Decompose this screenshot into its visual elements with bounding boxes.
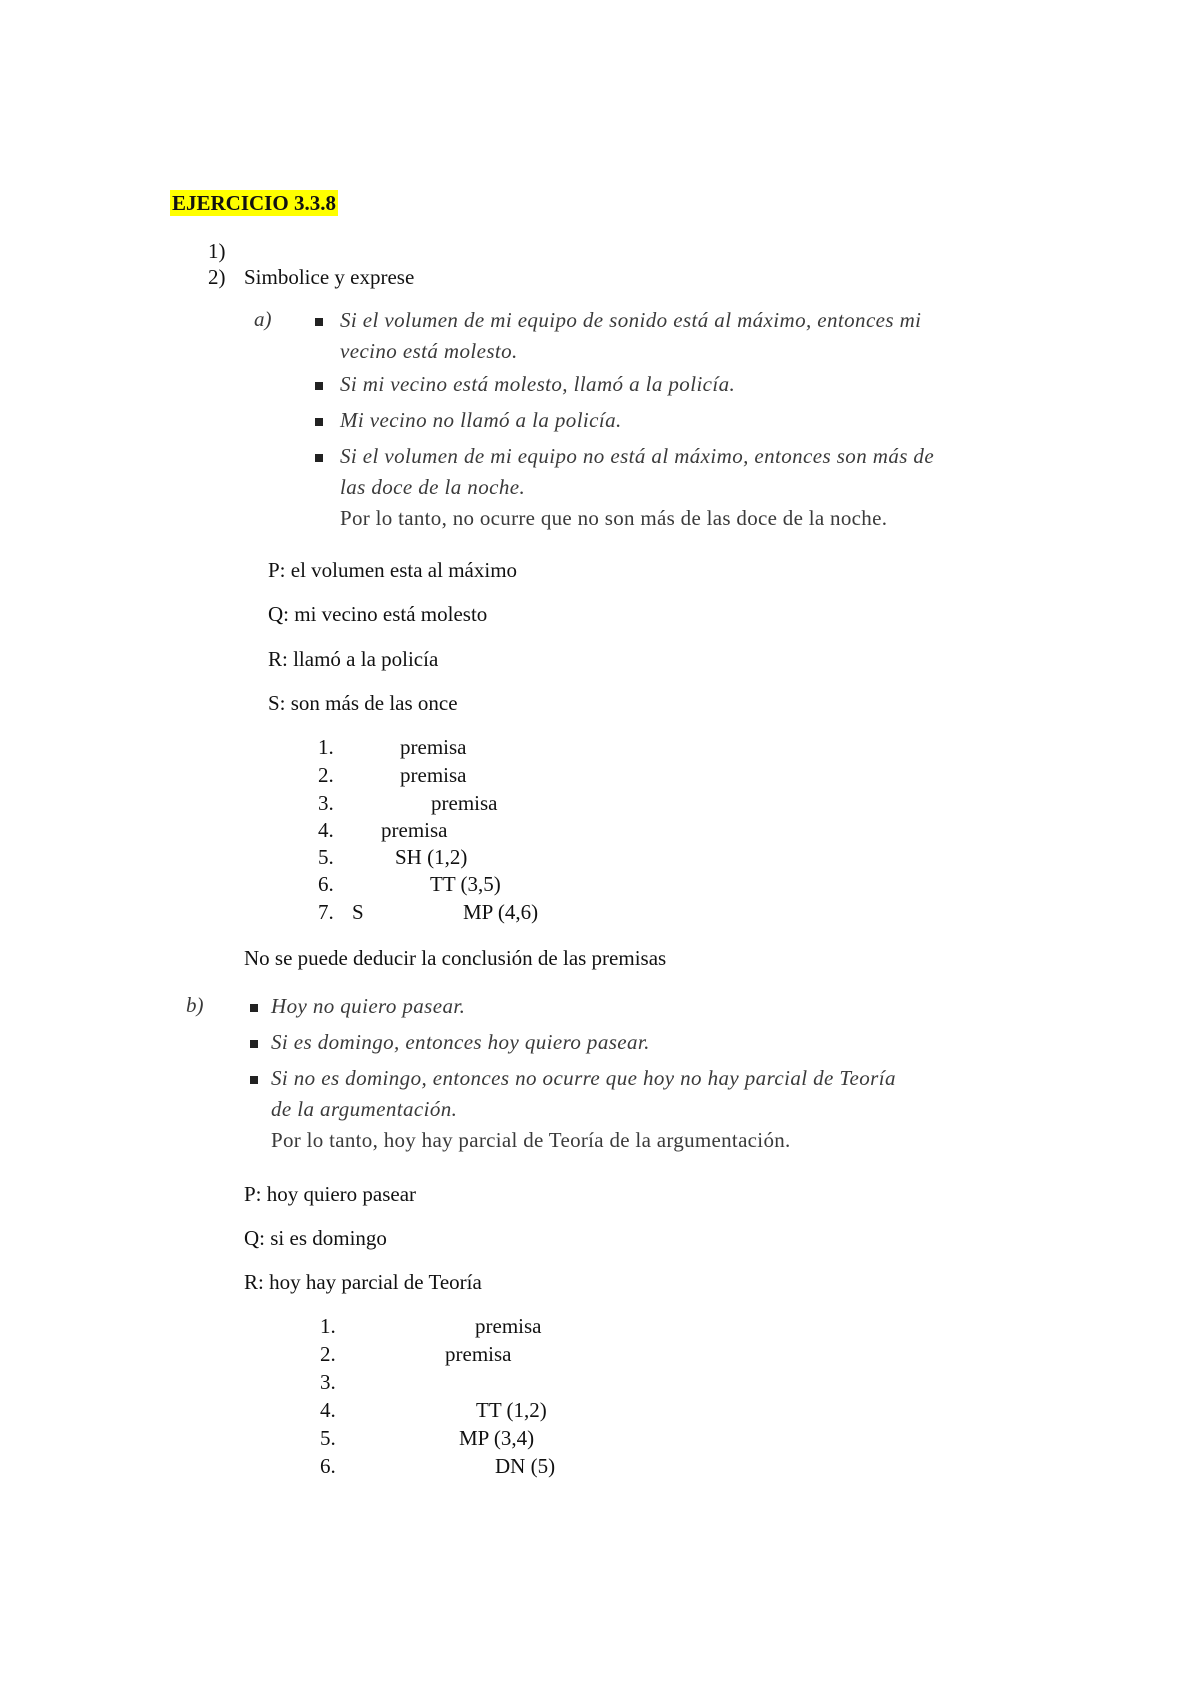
part-a-statement-4-line-2: las doce de la noche. xyxy=(340,475,526,499)
part-a-step-justification: premisa xyxy=(400,763,467,787)
bullet-icon xyxy=(250,1004,258,1012)
part-b-label: b) xyxy=(186,993,204,1017)
part-b-step-justification: MP (3,4) xyxy=(459,1426,535,1450)
part-b-step-number: 3. xyxy=(320,1370,336,1394)
bullet-icon xyxy=(250,1076,258,1084)
part-a-statement-1-line-2: vecino está molesto. xyxy=(340,339,518,363)
part-b-statement-3-line-2: de la argumentación. xyxy=(271,1097,458,1121)
part-b-symbol-q: Q: si es domingo xyxy=(244,1226,387,1250)
part-a-step-number: 6. xyxy=(318,872,334,896)
part-b-symbol-p: P: hoy quiero pasear xyxy=(244,1182,417,1206)
part-b-step-justification: TT (1,2) xyxy=(476,1398,547,1422)
part-a-symbol-p: P: el volumen esta al máximo xyxy=(268,558,518,582)
part-a-step-expression: S xyxy=(352,900,364,924)
part-b-statement-1: Hoy no quiero pasear. xyxy=(271,994,466,1018)
item-1-number: 1) xyxy=(208,239,226,263)
part-b-step-number: 1. xyxy=(320,1314,336,1338)
bullet-icon xyxy=(315,418,323,426)
part-b-symbol-r: R: hoy hay parcial de Teoría xyxy=(244,1270,482,1294)
part-b-conclusion: Por lo tanto, hoy hay parcial de Teoría de la argumentación. xyxy=(271,1128,791,1152)
part-a-symbol-s: S: son más de las once xyxy=(268,691,458,715)
part-a-step-number: 1. xyxy=(318,735,334,759)
bullet-icon xyxy=(315,318,323,326)
part-b-step-number: 5. xyxy=(320,1426,336,1450)
part-a-step-justification: premisa xyxy=(400,735,467,759)
part-a-step-number: 5. xyxy=(318,845,334,869)
item-2-text: Simbolice y exprese xyxy=(244,265,415,289)
item-2-number: 2) xyxy=(208,265,226,289)
part-a-statement-2: Si mi vecino está molesto, llamó a la policía. xyxy=(340,372,736,396)
part-a-symbol-q: Q: mi vecino está molesto xyxy=(268,602,488,626)
part-a-label: a) xyxy=(254,307,272,331)
part-b-statement-3-line-1: Si no es domingo, entonces no ocurre que hoy no hay parcial de Teoría xyxy=(271,1066,896,1090)
part-b-step-number: 2. xyxy=(320,1342,336,1366)
part-a-step-justification: premisa xyxy=(431,791,498,815)
part-a-step-justification: SH (1,2) xyxy=(395,845,468,869)
part-a-conclusion: Por lo tanto, no ocurre que no son más de las doce de la noche. xyxy=(340,506,888,530)
part-a-step-number: 2. xyxy=(318,763,334,787)
part-a-step-number: 4. xyxy=(318,818,334,842)
part-b-step-number: 4. xyxy=(320,1398,336,1422)
part-a-statement-1-line-1: Si el volumen de mi equipo de sonido está al máximo, entonces mi xyxy=(340,308,922,332)
bullet-icon xyxy=(315,382,323,390)
part-a-symbol-r: R: llamó a la policía xyxy=(268,647,439,671)
part-b-step-justification: premisa xyxy=(475,1314,542,1338)
part-b-statement-2: Si es domingo, entonces hoy quiero pasear. xyxy=(271,1030,650,1054)
part-a-step-number: 7. xyxy=(318,900,334,924)
part-a-step-justification: premisa xyxy=(381,818,448,842)
bullet-icon xyxy=(250,1040,258,1048)
part-a-step-number: 3. xyxy=(318,791,334,815)
part-a-step-justification: MP (4,6) xyxy=(463,900,539,924)
part-a-step-justification: TT (3,5) xyxy=(430,872,501,896)
exercise-title: EJERCICIO 3.3.8 xyxy=(172,191,336,215)
part-b-step-justification: DN (5) xyxy=(495,1454,556,1478)
part-b-step-number: 6. xyxy=(320,1454,336,1478)
part-a-note: No se puede deducir la conclusión de las premisas xyxy=(244,946,667,970)
part-b-step-justification: premisa xyxy=(445,1342,512,1366)
bullet-icon xyxy=(315,454,323,462)
part-a-statement-4-line-1: Si el volumen de mi equipo no está al máximo, entonces son más de xyxy=(340,444,935,468)
part-a-statement-3: Mi vecino no llamó a la policía. xyxy=(340,408,622,432)
